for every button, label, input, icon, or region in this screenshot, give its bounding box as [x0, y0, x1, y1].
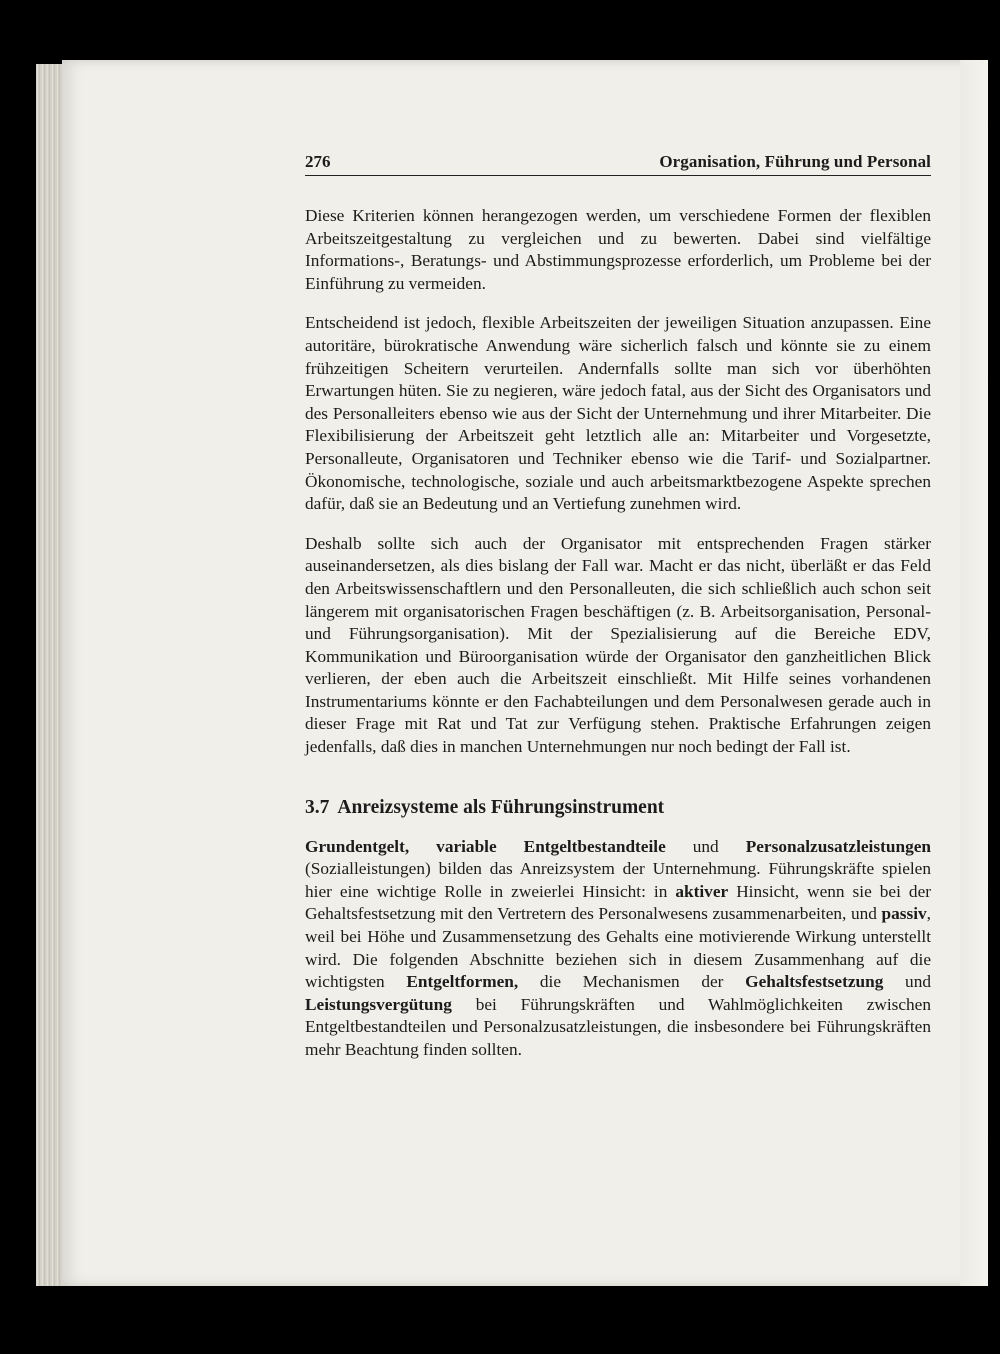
text-segment: und — [883, 972, 931, 992]
section-heading — [305, 796, 931, 820]
running-header — [305, 152, 931, 176]
term-leistungsverguetung: Leistungsvergütung — [305, 994, 452, 1014]
page-number: 276 — [305, 152, 331, 171]
term-grundentgelt: Grundentgelt, variable Entgeltbestandteile — [305, 836, 666, 856]
paragraph-2: Entscheidend ist jedoch, flexible Arbeitszeiten der jeweiligen Situation anzupassen. Eine autoritäre, bürokratische Anwendung wäre sicherlich falsch und könnte sie zu einem frühzeitigen Scheitern verurteilen. Andernfalls sollte man sich vor überhöhten Erwartungen hüten. Sie zu negieren, wäre jedoch fatal, aus der Sicht des Organisators und des Personalleiters ebenso wie aus der Sicht der Unternehmung und ihrer Mitarbeiter. Die Flexibilisierung der Arbeitszeit geht letztlich alle an: Mitarbeiter und Vorgesetzte, Personalleute, Organisatoren und Techniker ebenso wie die Tarif- und Sozialpartner. Ökonomische, technologische, soziale und auch arbeitsmarktbezogene Aspekte sprechen dafür, daß sie an Bedeutung und an Vertiefung zunehmen wird. — [305, 313, 931, 514]
facing-page-edge — [960, 60, 988, 1286]
term-personalzusatzleistungen: Personalzusatzleistungen — [745, 836, 931, 856]
text-segment: und — [665, 836, 746, 856]
text-segment: bei Führungskräften und Wahlmöglichkeiten zwischen Entgeltbestandteilen und Personalzusatzleistungen, die insbesondere bei Führungskräften mehr Beachtung finden sollten. — [305, 994, 931, 1059]
term-passiv: passiv — [881, 904, 927, 924]
text-segment: Hinsicht, wenn sie bei der Gehaltsfestsetzung mit den Vertretern des Personalwesens zusammenarbeiten, und — [305, 881, 931, 924]
text-segment: , weil bei Höhe und Zusammensetzung des Gehalts eine motivierende Wirkung unterstellt wird. Die folgenden Abschnitte beziehen sich in diesem Zusammenhang auf die wichtigsten — [305, 904, 931, 992]
text-segment: die Mechanismen der — [518, 972, 746, 992]
chapter-title: Organisation, Führung und Personal — [659, 152, 931, 171]
section-title: Anreizsysteme als Führungsinstrument — [337, 796, 665, 818]
term-entgeltformen: Entgeltformen, — [406, 972, 519, 992]
term-gehaltsfestsetzung: Gehaltsfestsetzung — [745, 972, 884, 992]
page-content — [305, 152, 931, 1062]
section-number: 3.7 — [305, 796, 330, 818]
text-segment: (Sozialleistungen) bilden das Anreizsystem der Unternehmung. Führungskräfte spielen hier eine wichtige Rolle in zweierlei Hinsicht: in — [305, 859, 931, 901]
term-aktiver: aktiver — [675, 881, 729, 901]
paragraph-1: Diese Kriterien können herangezogen werden, um verschiedene Formen der flexiblen Arbeitszeitgestaltung zu vergleichen und zu bewerten. Dabei sind vielfältige Informations-, Beratungs- und Abstimmungsprozesse erforderlich, um Probleme bei der Einführung zu vermeiden. — [305, 206, 931, 293]
paragraph-4 — [305, 836, 931, 1062]
paragraph-3: Deshalb sollte sich auch der Organisator mit entsprechenden Fragen stärker auseinandersetzen, als dies bislang der Fall war. Macht er das nicht, überläßt er das Feld den Arbeitswissenschaftlern und den Personalleuten, die sich schließlich auch schon seit längerem mit organisatorischen Fragen beschäftigen (z. B. Arbeitsorganisation, Personal- und Führungsorganisation). Mit der Spezialisierung auf die Bereiche EDV, Kommunikation und Büroorganisation würde der Organisator den ganzheitlichen Blick verlieren, der eben auch die Arbeitszeit einschließt. Mit Hilfe seines vorhandenen Instrumentariums könnte er den Fachabteilungen und dem Personalwesen gerade auch in dieser Frage mit Rat und Tat zur Verfügung stehen. Praktische Erfahrungen zeigen jedenfalls, daß dies in manchen Unternehmungen nur noch bedingt der Fall ist. — [305, 533, 931, 757]
